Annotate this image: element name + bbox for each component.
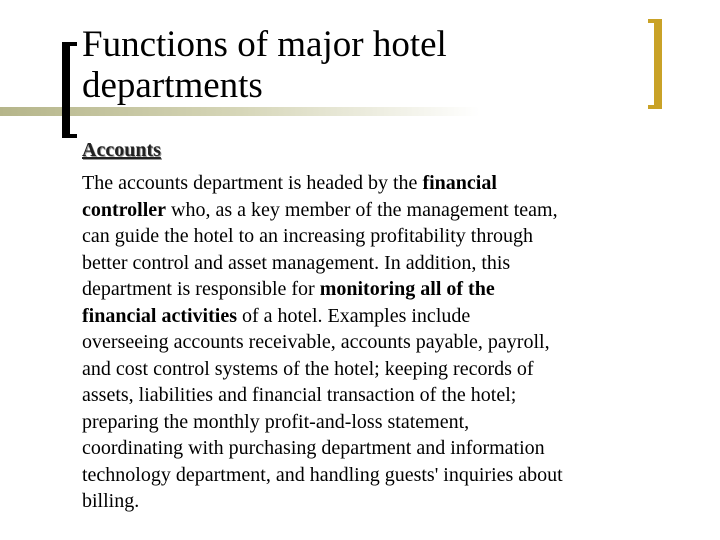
- title-line: departments: [82, 65, 263, 106]
- section-heading: Accounts: [82, 139, 161, 161]
- body-line: [82, 329, 563, 356]
- body-line: [82, 197, 563, 224]
- text-segment: assets, liabilities and financial transaction of the hotel;: [82, 384, 517, 406]
- text-segment: coordinating with purchasing department and information: [82, 437, 545, 459]
- bold-text: monitoring all of the: [319, 278, 495, 300]
- bold-text: financial: [422, 172, 497, 194]
- text-segment: preparing the monthly profit-and-loss statement,: [82, 410, 470, 433]
- body-line: [82, 488, 563, 515]
- body-line: [82, 382, 563, 409]
- bold-text: controller: [82, 198, 167, 221]
- text-segment: overseeing accounts receivable, accounts payable, payroll,: [82, 331, 550, 353]
- text-segment: of a hotel. Examples include: [236, 304, 471, 327]
- text-segment: better control and asset management. In addition, this: [82, 251, 511, 274]
- left-bracket-decoration: [62, 42, 77, 138]
- body-paragraph: [82, 170, 563, 515]
- body-line: [82, 223, 563, 250]
- body-line: [82, 356, 563, 383]
- body-line: [82, 250, 563, 277]
- text-segment: billing.: [82, 490, 140, 512]
- text-segment: department is responsible for: [82, 278, 320, 300]
- right-bracket-decoration: [648, 19, 662, 109]
- text-segment: technology department, and handling guests' inquiries about: [82, 463, 563, 486]
- body-line: [82, 462, 563, 489]
- text-segment: and cost control systems of the hotel; keeping records of: [82, 357, 534, 380]
- title-line: Functions of major hotel: [82, 24, 447, 65]
- text-segment: who, as a key member of the management team,: [166, 198, 558, 221]
- body-line: [82, 276, 563, 303]
- bold-text: financial activities: [82, 304, 237, 327]
- slide-title: [82, 24, 447, 106]
- body-line: [82, 435, 563, 462]
- text-segment: The accounts department is headed by the: [82, 172, 423, 194]
- body-line: [82, 303, 563, 330]
- body-line: [82, 409, 563, 436]
- text-segment: can guide the hotel to an increasing profitability through: [82, 225, 533, 247]
- body-line: [82, 170, 563, 197]
